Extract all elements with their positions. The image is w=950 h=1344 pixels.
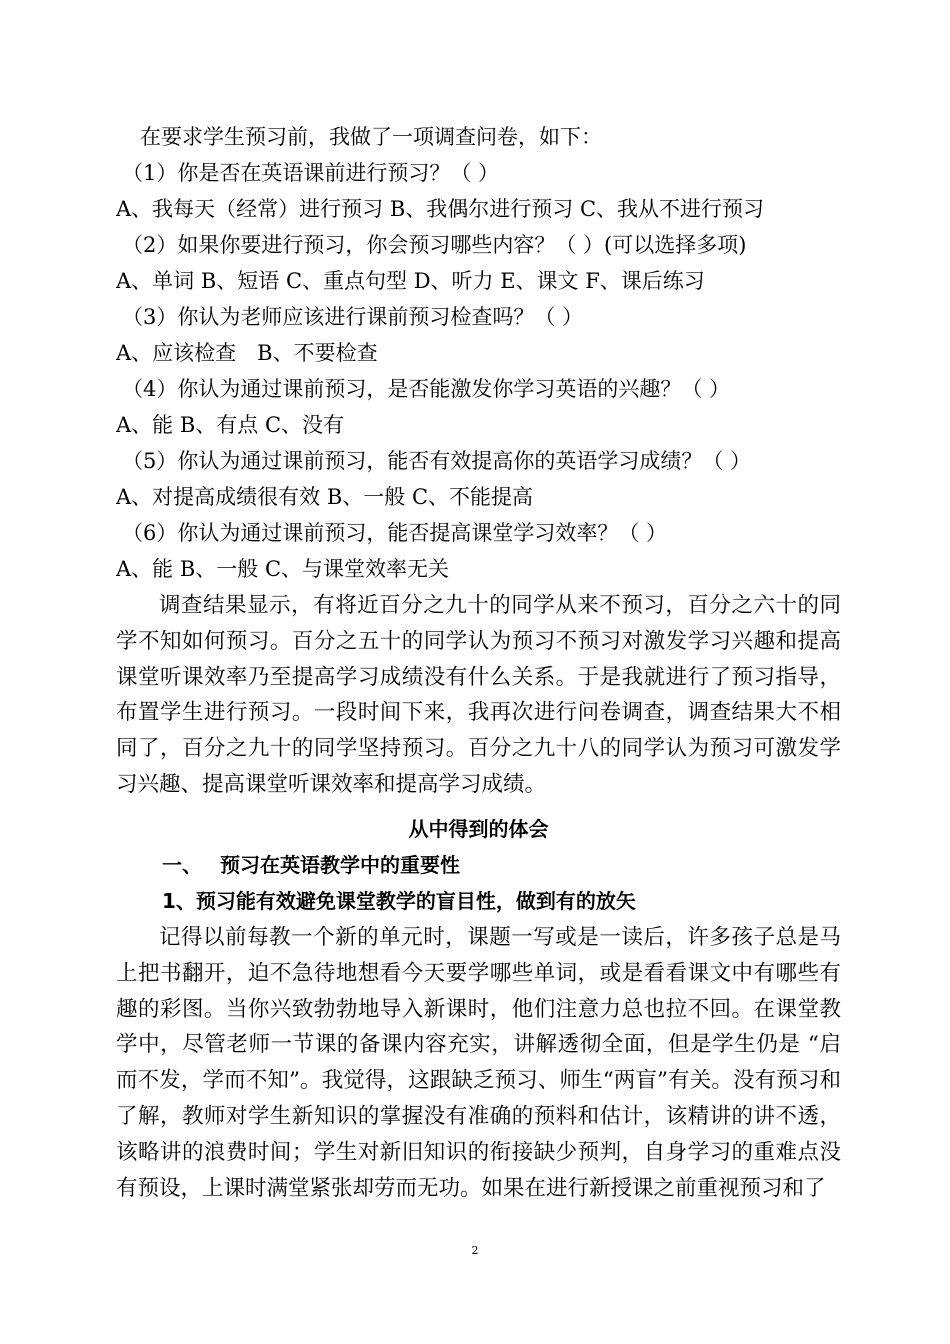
results-paragraph: 调查结果显示，有将近百分之九十的同学从来不预习，百分之六十的同学不知如何预习。百分之五十的同学认为预习不预习对激发学习兴趣和提高课堂听课效率乃至提高学习成绩没有什么关系。于是我就进行了预习指导，布置学生进行预习。一段时间下来，我再次进行问卷调查，调查结果大不相同了，百分之九十的同学坚持预习。百分之九十八的同学认为预习可激发学习兴趣、提高课堂听课效率和提高学习成绩。 <box>116 593 841 797</box>
question-2: （2）如果你要进行预习，你会预习哪些内容？（ ）(可以选择多项) <box>122 233 747 257</box>
question-3: （3）你认为老师应该进行课前预习检查吗？（ ） <box>122 305 584 329</box>
section-title: 从中得到的体会 <box>408 817 549 841</box>
options-2: A、单词 B、短语 C、重点句型 D、听力 E、课文 F、课后练习 <box>116 269 705 293</box>
heading-level-2: 1、预习能有效避免课堂教学的盲目性，做到有的放矢 <box>162 889 636 913</box>
options-6: A、能 B、一般 C、与课堂效率无关 <box>116 557 450 581</box>
options-5: A、对提高成绩很有效 B、一般 C、不能提高 <box>116 485 534 509</box>
question-6: （6）你认为通过课前预习，能否提高课堂学习效率？（ ） <box>122 521 668 545</box>
question-1: （1）你是否在英语课前进行预习？（ ） <box>122 161 500 185</box>
options-4: A、能 B、有点 C、没有 <box>116 413 345 437</box>
question-4: （4）你认为通过课前预习，是否能激发你学习英语的兴趣？（ ） <box>122 377 731 401</box>
body-paragraph: 记得以前每教一个新的单元时，课题一写或是一读后，许多孩子总是马上把书翻开，迫不急待地想看今天要学哪些单词，或是看看课文中有哪些有趣的彩图。当你兴致勃勃地导入新课时，他们注意力总也拉不回。在课堂教学中，尽管老师一节课的备课内容充实，讲解透彻全面，但是学生仍是 “启而不发，学而不知”。我觉得，这跟缺乏预习、师生“两盲”有关。没有预习和了解，教师对学生新知识的掌握没有准确的预料和估计，该精讲的讲不透，该略讲的浪费时间；学生对新旧知识的衔接缺少预判，自身学习的重难点没有预设，上课时满堂紧张却劳而无功。如果在进行新授课之前重视预习和了 <box>116 925 841 1201</box>
page-number: 2 <box>471 1244 479 1257</box>
heading-number: 一、 <box>162 853 202 877</box>
options-1: A、我每天（经常）进行预习 B、我偶尔进行预习 C、我从不进行预习 <box>116 197 765 221</box>
heading-text: 预习在英语教学中的重要性 <box>220 853 460 877</box>
options-3: A、应该检查 B、不要检查 <box>116 341 378 365</box>
heading-level-1 <box>162 851 460 879</box>
question-5: （5）你认为通过课前预习，能否有效提高你的英语学习成绩？（ ） <box>122 449 752 473</box>
survey-intro: 在要求学生预习前，我做了一项调查问卷，如下： <box>140 125 602 149</box>
